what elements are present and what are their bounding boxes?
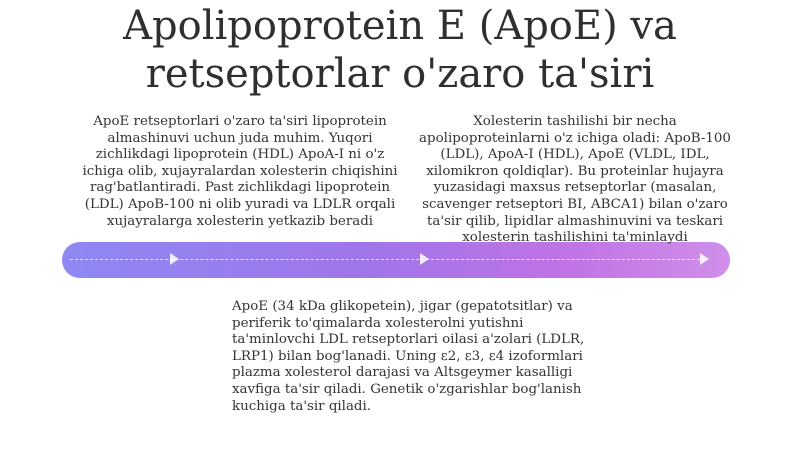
slide-title-line-1: Apolipoprotein E (ApoE) va [123, 3, 677, 49]
timeline-arrow-icon [700, 253, 709, 265]
timeline-dashed-line [70, 259, 700, 260]
text-block-left: ApoE retseptorlari o'zaro ta'siri lipoprotein almashinuvi uchun juda muhim. Yuqori zichlikdagi lipoprotein (HDL) ApoA-I ni o'z ichiga olib, xujayralardan xolesterin chiqishini rag'batlantiradi. Past zichlikdagi lipoprotein (LDL) ApoB-100 ni olib yuradi va LDLR orqali xujayralarga xolesterin yetkazib beradi [82, 114, 398, 229]
timeline-arrow-icon [170, 253, 179, 265]
timeline-bar [62, 242, 730, 278]
timeline-arrow-icon [420, 253, 429, 265]
slide-title [0, 2, 800, 98]
text-block-right: Xolesterin tashilishi bir necha apolipoproteinlarni o'z ichiga oladi: ApoB-100 (LDL), ApoA-I (HDL), ApoE (VLDL, IDL, xilomikron qoldiqlar). Bu proteinlar hujayra yuzasidagi maxsus retseptorlar (masalan, scavenger retseptori BI, ABCA1) bilan o'zaro ta'sir qilib, lipidlar almashinuvini va teskari xolesterin tashilishini ta'minlaydi [419, 114, 731, 246]
text-block-bottom: ApoE (34 kDa glikopetein), jigar (gepatotsitlar) va periferik to'qimalarda xolesterolni yutishni ta'minlovchi LDL retseptorlari oilasi a'zolari (LDLR, LRP1) bilan bog'lanadi. Uning ε2, ε3, ε4 izoformlari plazma xolesterol darajasi va Altsgeymer kasalligi xavfiga ta'sir qiladi. Genetik o'zgarishlar bog'lanish kuchiga ta'sir qiladi. [232, 299, 585, 414]
slide-title-line-2: retseptorlar o'zaro ta'siri [145, 51, 655, 97]
